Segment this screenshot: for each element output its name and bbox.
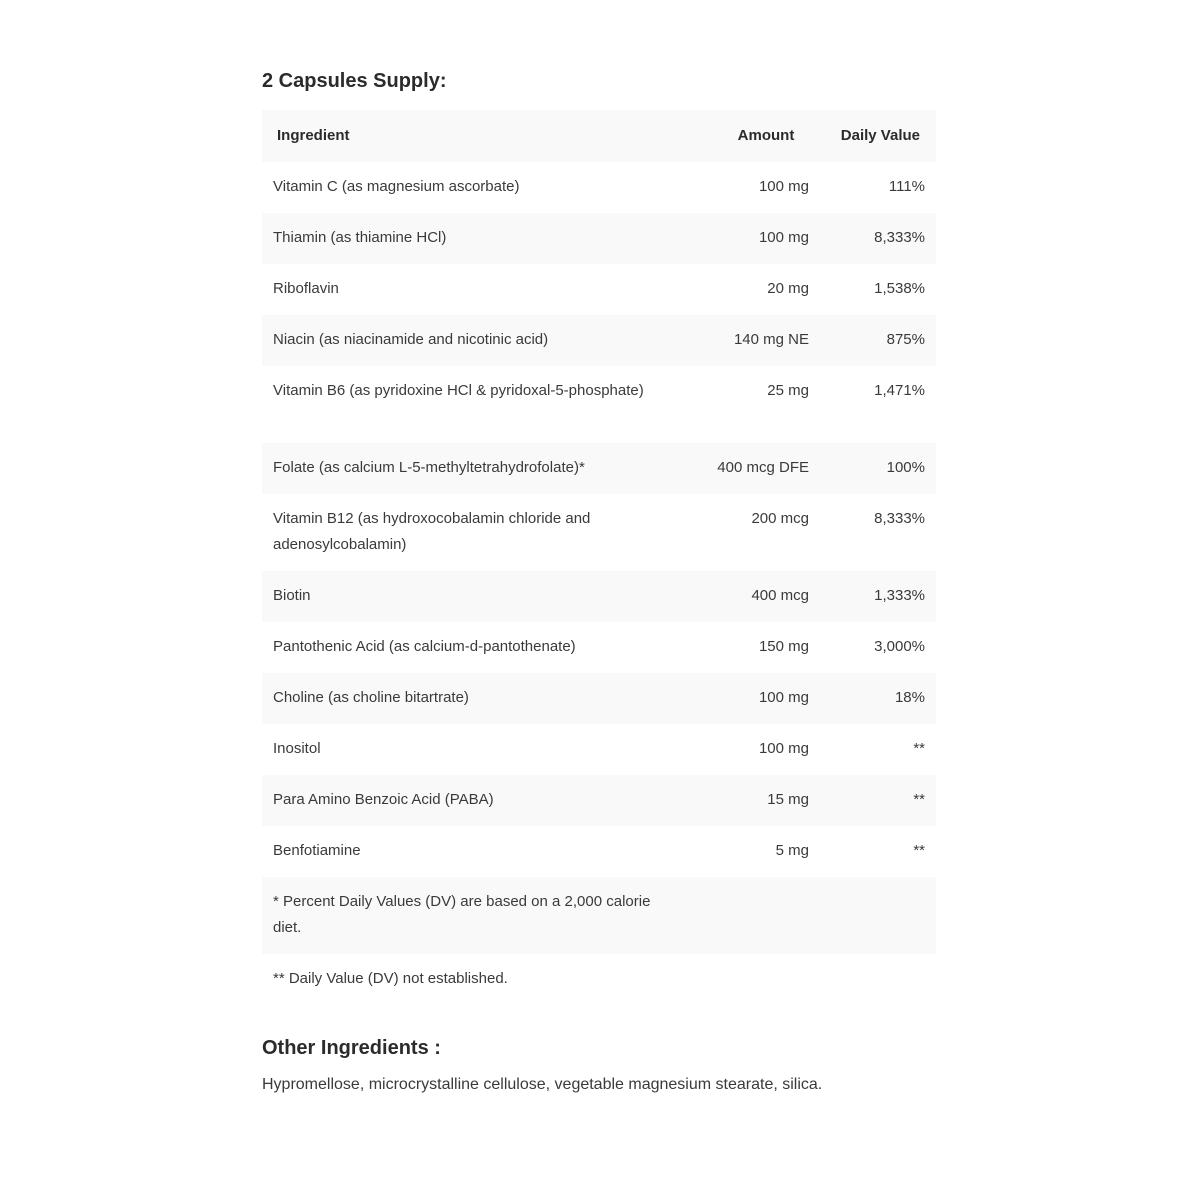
table-row — [262, 571, 936, 622]
ingredient-name: Riboflavin — [273, 280, 339, 297]
ingredient-daily-value: 1,333% — [874, 587, 925, 604]
header-amount: Amount — [737, 127, 795, 144]
supply-title: 2 Capsules Supply: — [262, 70, 447, 92]
ingredient-amount: 100 mg — [758, 689, 809, 706]
ingredient-name: Niacin (as niacinamide and nicotinic acid) — [273, 331, 549, 348]
ingredient-amount: 200 mcg — [751, 510, 809, 527]
ingredient-amount: 15 mg — [767, 791, 809, 808]
ingredient-daily-value: 100% — [886, 459, 925, 476]
table-row — [262, 443, 936, 494]
ingredient-amount: 5 mg — [775, 842, 809, 859]
other-ingredients-title: Other Ingredients : — [262, 1037, 441, 1059]
ingredient-daily-value: ** — [913, 740, 925, 757]
ingredient-daily-value: ** — [913, 842, 925, 859]
table-row — [262, 724, 936, 775]
ingredient-amount: 400 mcg DFE — [717, 459, 809, 476]
ingredient-name: Vitamin C (as magnesium ascorbate) — [273, 178, 520, 195]
ingredient-name: Vitamin B12 (as hydroxocobalamin chloride and adenosylcobalamin) — [273, 510, 591, 553]
ingredient-daily-value: 18% — [894, 689, 925, 706]
footnote-not-established: ** Daily Value (DV) not established. — [273, 970, 508, 987]
ingredient-name: Pantothenic Acid (as calcium-d-pantothenate) — [273, 638, 576, 655]
ingredient-amount: 100 mg — [758, 178, 809, 195]
ingredient-name: Inositol — [273, 740, 321, 757]
ingredient-amount: 25 mg — [767, 382, 809, 399]
other-ingredients-text: Hypromellose, microcrystalline cellulose, vegetable magnesium stearate, silica. — [262, 1076, 823, 1093]
table-row — [262, 213, 936, 264]
ingredient-daily-value: 111% — [888, 178, 925, 195]
table-row — [262, 494, 936, 571]
ingredient-name: Vitamin B6 (as pyridoxine HCl & pyridoxal-5-phosphate) — [273, 382, 644, 399]
ingredient-daily-value: 8,333% — [874, 229, 925, 246]
ingredient-amount: 400 mcg — [751, 587, 809, 604]
ingredient-name: Biotin — [273, 587, 311, 604]
ingredient-name: Choline (as choline bitartrate) — [273, 689, 469, 706]
ingredient-daily-value: 1,471% — [874, 382, 925, 399]
header-ingredient: Ingredient — [277, 127, 350, 144]
ingredient-daily-value: 875% — [886, 331, 925, 348]
footnote-daily-values-text: * Percent Daily Values (DV) are based on a 2,000 calorie diet. — [273, 893, 651, 936]
ingredient-amount: 150 mg — [758, 638, 809, 655]
footnote-daily-values — [262, 877, 936, 954]
ingredient-name: Folate (as calcium L-5-methyltetrahydrofolate)* — [273, 459, 585, 476]
table-row — [262, 315, 936, 366]
table-row — [262, 622, 936, 673]
ingredient-daily-value: 3,000% — [874, 638, 925, 655]
ingredient-daily-value: 8,333% — [874, 510, 925, 527]
ingredient-amount: 100 mg — [758, 740, 809, 757]
ingredient-daily-value: 1,538% — [874, 280, 925, 297]
ingredient-daily-value: ** — [913, 791, 925, 808]
table-row — [262, 366, 936, 443]
ingredient-amount: 20 mg — [767, 280, 809, 297]
table-row — [262, 162, 936, 213]
ingredient-name: Benfotiamine — [273, 842, 361, 859]
supplement-facts-table — [262, 110, 936, 1005]
table-row — [262, 673, 936, 724]
ingredient-amount: 100 mg — [758, 229, 809, 246]
ingredient-name: Para Amino Benzoic Acid (PABA) — [273, 791, 494, 808]
ingredient-name: Thiamin (as thiamine HCl) — [273, 229, 447, 246]
header-daily-value: Daily Value — [840, 127, 920, 144]
table-row — [262, 775, 936, 826]
table-row — [262, 264, 936, 315]
ingredient-amount: 140 mg NE — [733, 331, 809, 348]
table-row — [262, 826, 936, 877]
table-header-row — [262, 110, 936, 162]
